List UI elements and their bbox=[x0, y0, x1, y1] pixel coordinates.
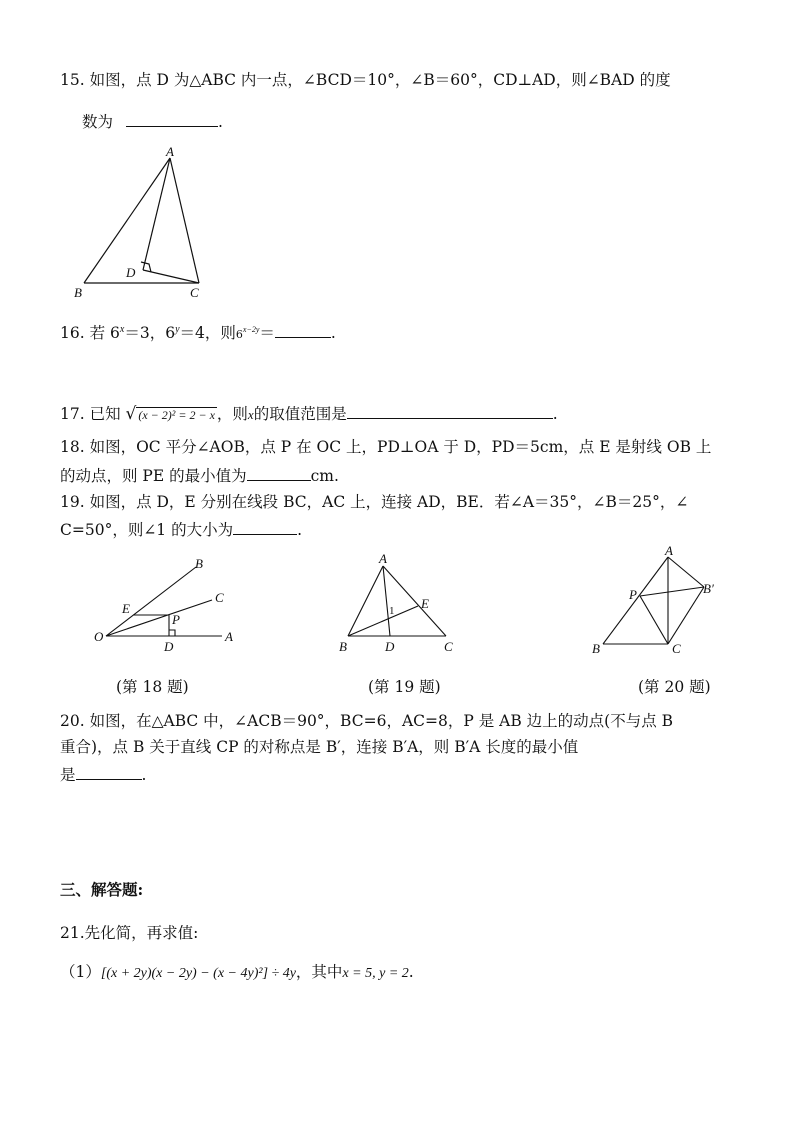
fig19-seg-be bbox=[348, 606, 418, 636]
q16-mid: ＝3，6 bbox=[124, 324, 176, 343]
fig19-label-b: B bbox=[339, 639, 347, 654]
q16-base: 6 bbox=[235, 328, 243, 342]
fig20-label-a: A bbox=[665, 543, 673, 558]
fig18-right-angle-mark bbox=[169, 630, 175, 636]
q16-end: . bbox=[330, 324, 336, 343]
fig20-seg-ab-prime bbox=[668, 557, 704, 587]
q20-line3 bbox=[60, 763, 146, 785]
q17-var: x bbox=[247, 407, 254, 422]
q21-part1-label: （1） bbox=[60, 963, 101, 981]
fig20-caption: (第 20 题) bbox=[638, 678, 711, 696]
q20-line3-pre: 是 bbox=[60, 766, 76, 784]
q21-part1-end: . bbox=[408, 963, 414, 981]
q21-part1-expression: [(x + 2y)(x − 2y) − (x − 4y)²] ÷ 4y bbox=[100, 966, 296, 981]
fig20-seg-pb-prime bbox=[640, 587, 704, 596]
fig18-label-e: E bbox=[122, 601, 130, 616]
fig18-label-b: B bbox=[195, 556, 203, 571]
fig15-label-b: B bbox=[74, 285, 82, 300]
q18-line2-pre: 的动点，则 PE 的最小值为 bbox=[60, 467, 247, 485]
q15-cont-text: 数为 bbox=[82, 113, 114, 131]
fig20-label-p: P bbox=[629, 587, 637, 602]
q17-end: . bbox=[552, 405, 558, 423]
section3-title: 三、解答题: bbox=[60, 880, 144, 899]
q17-expression: (x − 2)² = 2 − x bbox=[138, 408, 215, 422]
fig18-label-c: C bbox=[215, 590, 224, 605]
figure-19 bbox=[348, 566, 446, 636]
sqrt-icon: √ bbox=[125, 404, 137, 424]
fig18-label-d: D bbox=[164, 639, 174, 654]
fig20-seg-pc bbox=[640, 596, 668, 644]
q15-end: . bbox=[217, 113, 223, 131]
fig19-label-a: A bbox=[379, 551, 387, 566]
fig18-label-o: O bbox=[94, 629, 104, 644]
figure-20 bbox=[603, 557, 704, 644]
q19-line1: 19. 如图，点 D，E 分别在线段 BC，AC 上，连接 AD，BE．若∠A＝35°，∠B＝25°，∠ bbox=[60, 493, 689, 511]
q16-exp-combined: x−2y bbox=[242, 325, 260, 334]
q18-line2-post: cm. bbox=[310, 467, 339, 485]
q17-pre: 17. 已知 bbox=[60, 405, 121, 423]
q21-part1 bbox=[60, 962, 414, 984]
q18-line1: 18. 如图，OC 平分∠AOB，点 P 在 OC 上，PD⊥OA 于 D，PD＝5cm，点 E 是射线 OB 上 bbox=[60, 438, 712, 456]
fig19-side-ac bbox=[383, 566, 446, 636]
fig18-label-p: P bbox=[172, 612, 180, 627]
fig18-ray-ob bbox=[106, 567, 196, 636]
q15-text: 15. 如图，点 D 为△ABC 内一点，∠BCD＝10°，∠B＝60°，CD⊥AD，则∠BAD 的度 bbox=[60, 71, 671, 89]
fig19-label-d: D bbox=[385, 639, 395, 654]
fig18-label-a: A bbox=[225, 629, 233, 644]
fig19-seg-ad bbox=[383, 566, 390, 636]
fig15-label-a: A bbox=[166, 144, 174, 159]
fig19-label-angle1: 1 bbox=[389, 605, 395, 617]
q16-pre: 16. 若 6 bbox=[60, 324, 120, 343]
q21-part1-mid: ，其中 bbox=[295, 963, 343, 981]
q20-line3-post: . bbox=[141, 766, 147, 784]
q16-eq: ＝ bbox=[259, 324, 275, 343]
fig20-label-c: C bbox=[672, 641, 681, 656]
fig19-caption: (第 19 题) bbox=[368, 678, 441, 696]
fig18-caption: (第 18 题) bbox=[116, 678, 189, 696]
fig19-label-c: C bbox=[444, 639, 453, 654]
q19-line2-pre: C=50°，则∠1 的大小为 bbox=[60, 521, 234, 539]
q20-answer-blank[interactable] bbox=[76, 763, 142, 780]
fig15-label-c: C bbox=[190, 285, 199, 300]
q16-exp-y: y bbox=[175, 324, 180, 335]
q16-mid2: ＝4，则 bbox=[179, 324, 236, 343]
q21-title: 21.先化简，再求值: bbox=[60, 924, 199, 942]
q21-part1-condition: x = 5, y = 2 bbox=[342, 966, 409, 981]
q17-post: 的取值范围是 bbox=[253, 405, 347, 423]
q17-mid: ，则 bbox=[216, 405, 248, 423]
fig20-label-b-prime: B′ bbox=[703, 581, 714, 596]
q20-line2: 重合)，点 B 关于直线 CP 的对称点是 B′，连接 B′A，则 B′A 长度的最小值 bbox=[60, 738, 579, 756]
q19-line2-post: . bbox=[297, 521, 303, 539]
q16-exp-x: x bbox=[119, 324, 125, 335]
fig19-side-ab bbox=[348, 566, 383, 636]
fig15-label-d: D bbox=[126, 265, 136, 280]
fig20-label-b: B bbox=[592, 641, 600, 656]
q20-line1: 20. 如图，在△ABC 中，∠ACB＝90°，BC=6，AC=8，P 是 AB 边上的动点(不与点 B bbox=[60, 712, 674, 730]
fig20-seg-cb-prime bbox=[668, 587, 704, 644]
fig19-label-e: E bbox=[421, 596, 429, 611]
